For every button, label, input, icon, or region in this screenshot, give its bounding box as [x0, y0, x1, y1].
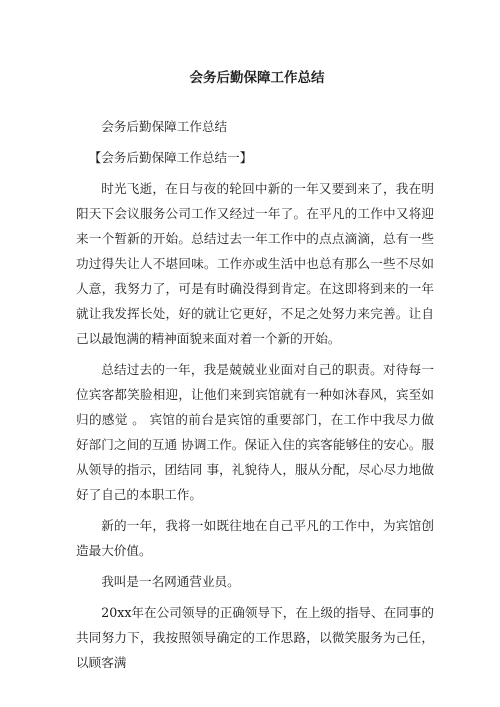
paragraph-body: 我叫是一名网通营业员。	[101, 574, 240, 589]
paragraph-body: 20xx年在公司领导的正确领导下，在上级的指导、在同事的共同努力下，我按照领导确定的工作思路，以微笑服务为己任，以顾客满	[76, 605, 434, 670]
paragraph-heading: 会务后勤保障工作总结	[101, 119, 228, 134]
paragraph-section-label: 【会务后勤保障工作总结一】	[88, 150, 253, 165]
paragraph-body: 总结过去的一年，我是兢兢业业面对自己的职责。对待每一位宾客都笑脸相迎，让他们来到宾馆就有一种如沐春风，宾至如归的感觉 。 宾馆的前台是宾馆的重要部门，在工作中我尽力做好部门之间的互通 协调工作。保证入住的宾客能够住的安心。服从领导的指示，团结同 事，礼貌待人，服从分配，尽心尽力地做好了自己的本职工作。	[76, 362, 434, 502]
paragraph-body: 时光飞逝，在日与夜的轮回中新的一年又要到来了，我在明阳天下会议服务公司工作又经过一年了。在平凡的工作中又将迎来一个暂新的开始。总结过去一年工作中的点点滴滴，总有一些功过得失让人不堪回味。工作亦或生活中也总有那么一些不尽如人意，我努力了，可是有时确没得到肯定。在这即将到来的一年就让我发挥长处，好的就让它更好，不足之处努力来完善。让自己以最饱满的精神面貌来面对着一个新的开始。	[76, 181, 434, 346]
paragraph-body: 新的一年，我将一如既往地在自己平凡的工作中，为宾馆创造最大价值。	[76, 518, 434, 558]
document-title: 会务后勤保障工作总结	[189, 70, 325, 86]
